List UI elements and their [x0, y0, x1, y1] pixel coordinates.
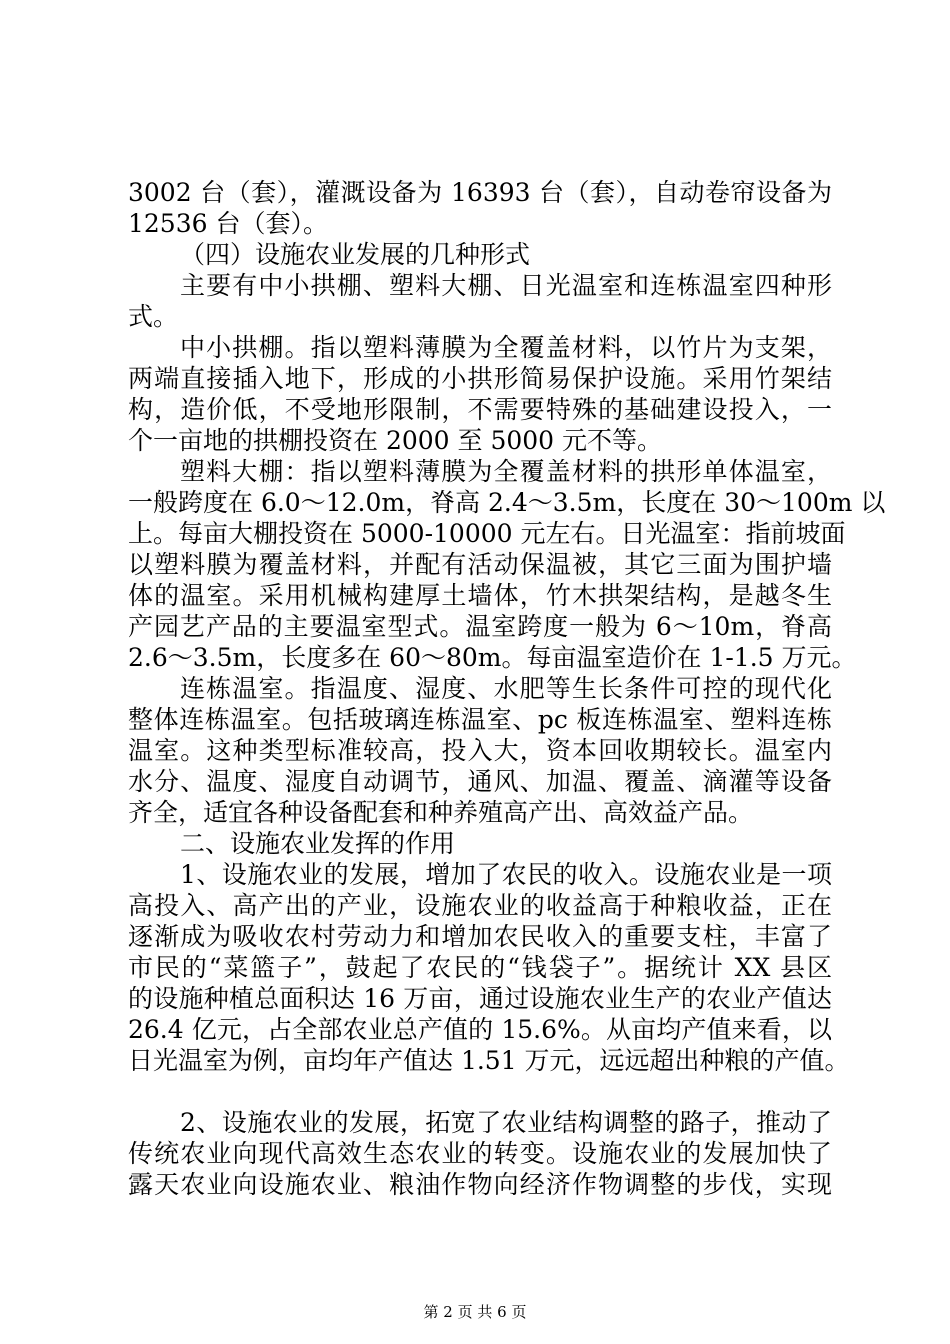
paragraph-line: 两端直接插入地下，形成的小拱形简易保护设施。采用竹架结: [128, 364, 832, 393]
paragraph-line: 2.6～3.5m，长度多在 60～80m。每亩温室造价在 1-1.5 万元。: [128, 643, 857, 672]
paragraph-line: 12536 台（套）。: [128, 209, 328, 238]
paragraph-line: 传统农业向现代高效生态农业的转变。设施农业的发展加快了: [128, 1139, 832, 1168]
paragraph-line: 连栋温室。指温度、湿度、水肥等生长条件可控的现代化: [180, 674, 832, 703]
paragraph-line: 上。每亩大棚投资在 5000-10000 元左右。日光温室：指前坡面: [128, 519, 846, 548]
paragraph-line: 个一亩地的拱棚投资在 2000 至 5000 元不等。: [128, 426, 663, 455]
paragraph-line: 一般跨度在 6.0～12.0m，脊高 2.4～3.5m，长度在 30～100m 以: [128, 488, 886, 517]
paragraph-line: 中小拱棚。指以塑料薄膜为全覆盖材料，以竹片为支架，: [180, 333, 832, 362]
paragraph-line: 26.4 亿元，占全部农业总产值的 15.6%。从亩均产值来看，以: [128, 1015, 832, 1044]
paragraph-line: 主要有中小拱棚、塑料大棚、日光温室和连栋温室四种形: [180, 271, 832, 300]
section-heading: （四）设施农业发展的几种形式: [180, 240, 531, 269]
paragraph-line: 逐渐成为吸收农村劳动力和增加农民收入的重要支柱，丰富了: [128, 922, 832, 951]
paragraph-line: 露天农业向设施农业、粮油作物向经济作物调整的步伐，实现: [128, 1170, 832, 1199]
paragraph-line: 的设施种植总面积达 16 万亩，通过设施农业生产的农业产值达: [128, 984, 832, 1013]
paragraph-line: 体的温室。采用机械构建厚土墙体，竹木拱架结构，是越冬生: [128, 581, 832, 610]
paragraph-line: 3002 台（套），灌溉设备为 16393 台（套），自动卷帘设备为: [128, 178, 832, 207]
page-number-footer: 第 2 页 共 6 页: [423, 1303, 527, 1321]
paragraph-line: 高投入、高产出的产业，设施农业的收益高于种粮收益，正在: [128, 891, 832, 920]
paragraph-line: 日光温室为例，亩均年产值达 1.51 万元，远远超出种粮的产值。: [128, 1046, 850, 1075]
paragraph-line: 温室。这种类型标准较高，投入大，资本回收期较长。温室内: [128, 736, 832, 765]
paragraph-line: 塑料大棚：指以塑料薄膜为全覆盖材料的拱形单体温室，: [180, 457, 832, 486]
section-heading: 二、设施农业发挥的作用: [180, 829, 456, 858]
paragraph-line: 构，造价低，不受地形限制，不需要特殊的基础建设投入，一: [128, 395, 832, 424]
paragraph-line: 整体连栋温室。包括玻璃连栋温室、pc 板连栋温室、塑料连栋: [128, 705, 832, 734]
paragraph-line: 2、设施农业的发展，拓宽了农业结构调整的路子，推动了: [180, 1108, 832, 1137]
paragraph-line: 以塑料膜为覆盖材料，并配有活动保温被，其它三面为围护墙: [128, 550, 832, 579]
paragraph-line: 产园艺产品的主要温室型式。温室跨度一般为 6～10m，脊高: [128, 612, 832, 641]
paragraph-line: 1、设施农业的发展，增加了农民的收入。设施农业是一项: [180, 860, 832, 889]
paragraph-line: 齐全，适宜各种设备配套和种养殖高产出、高效益产品。: [128, 798, 754, 827]
paragraph-line: 式。: [128, 302, 179, 331]
paragraph-line: 水分、温度、湿度自动调节，通风、加温、覆盖、滴灌等设备: [128, 767, 832, 796]
paragraph-line: 市民的“菜篮子”，鼓起了农民的“钱袋子”。据统计 XX 县区: [128, 953, 832, 982]
